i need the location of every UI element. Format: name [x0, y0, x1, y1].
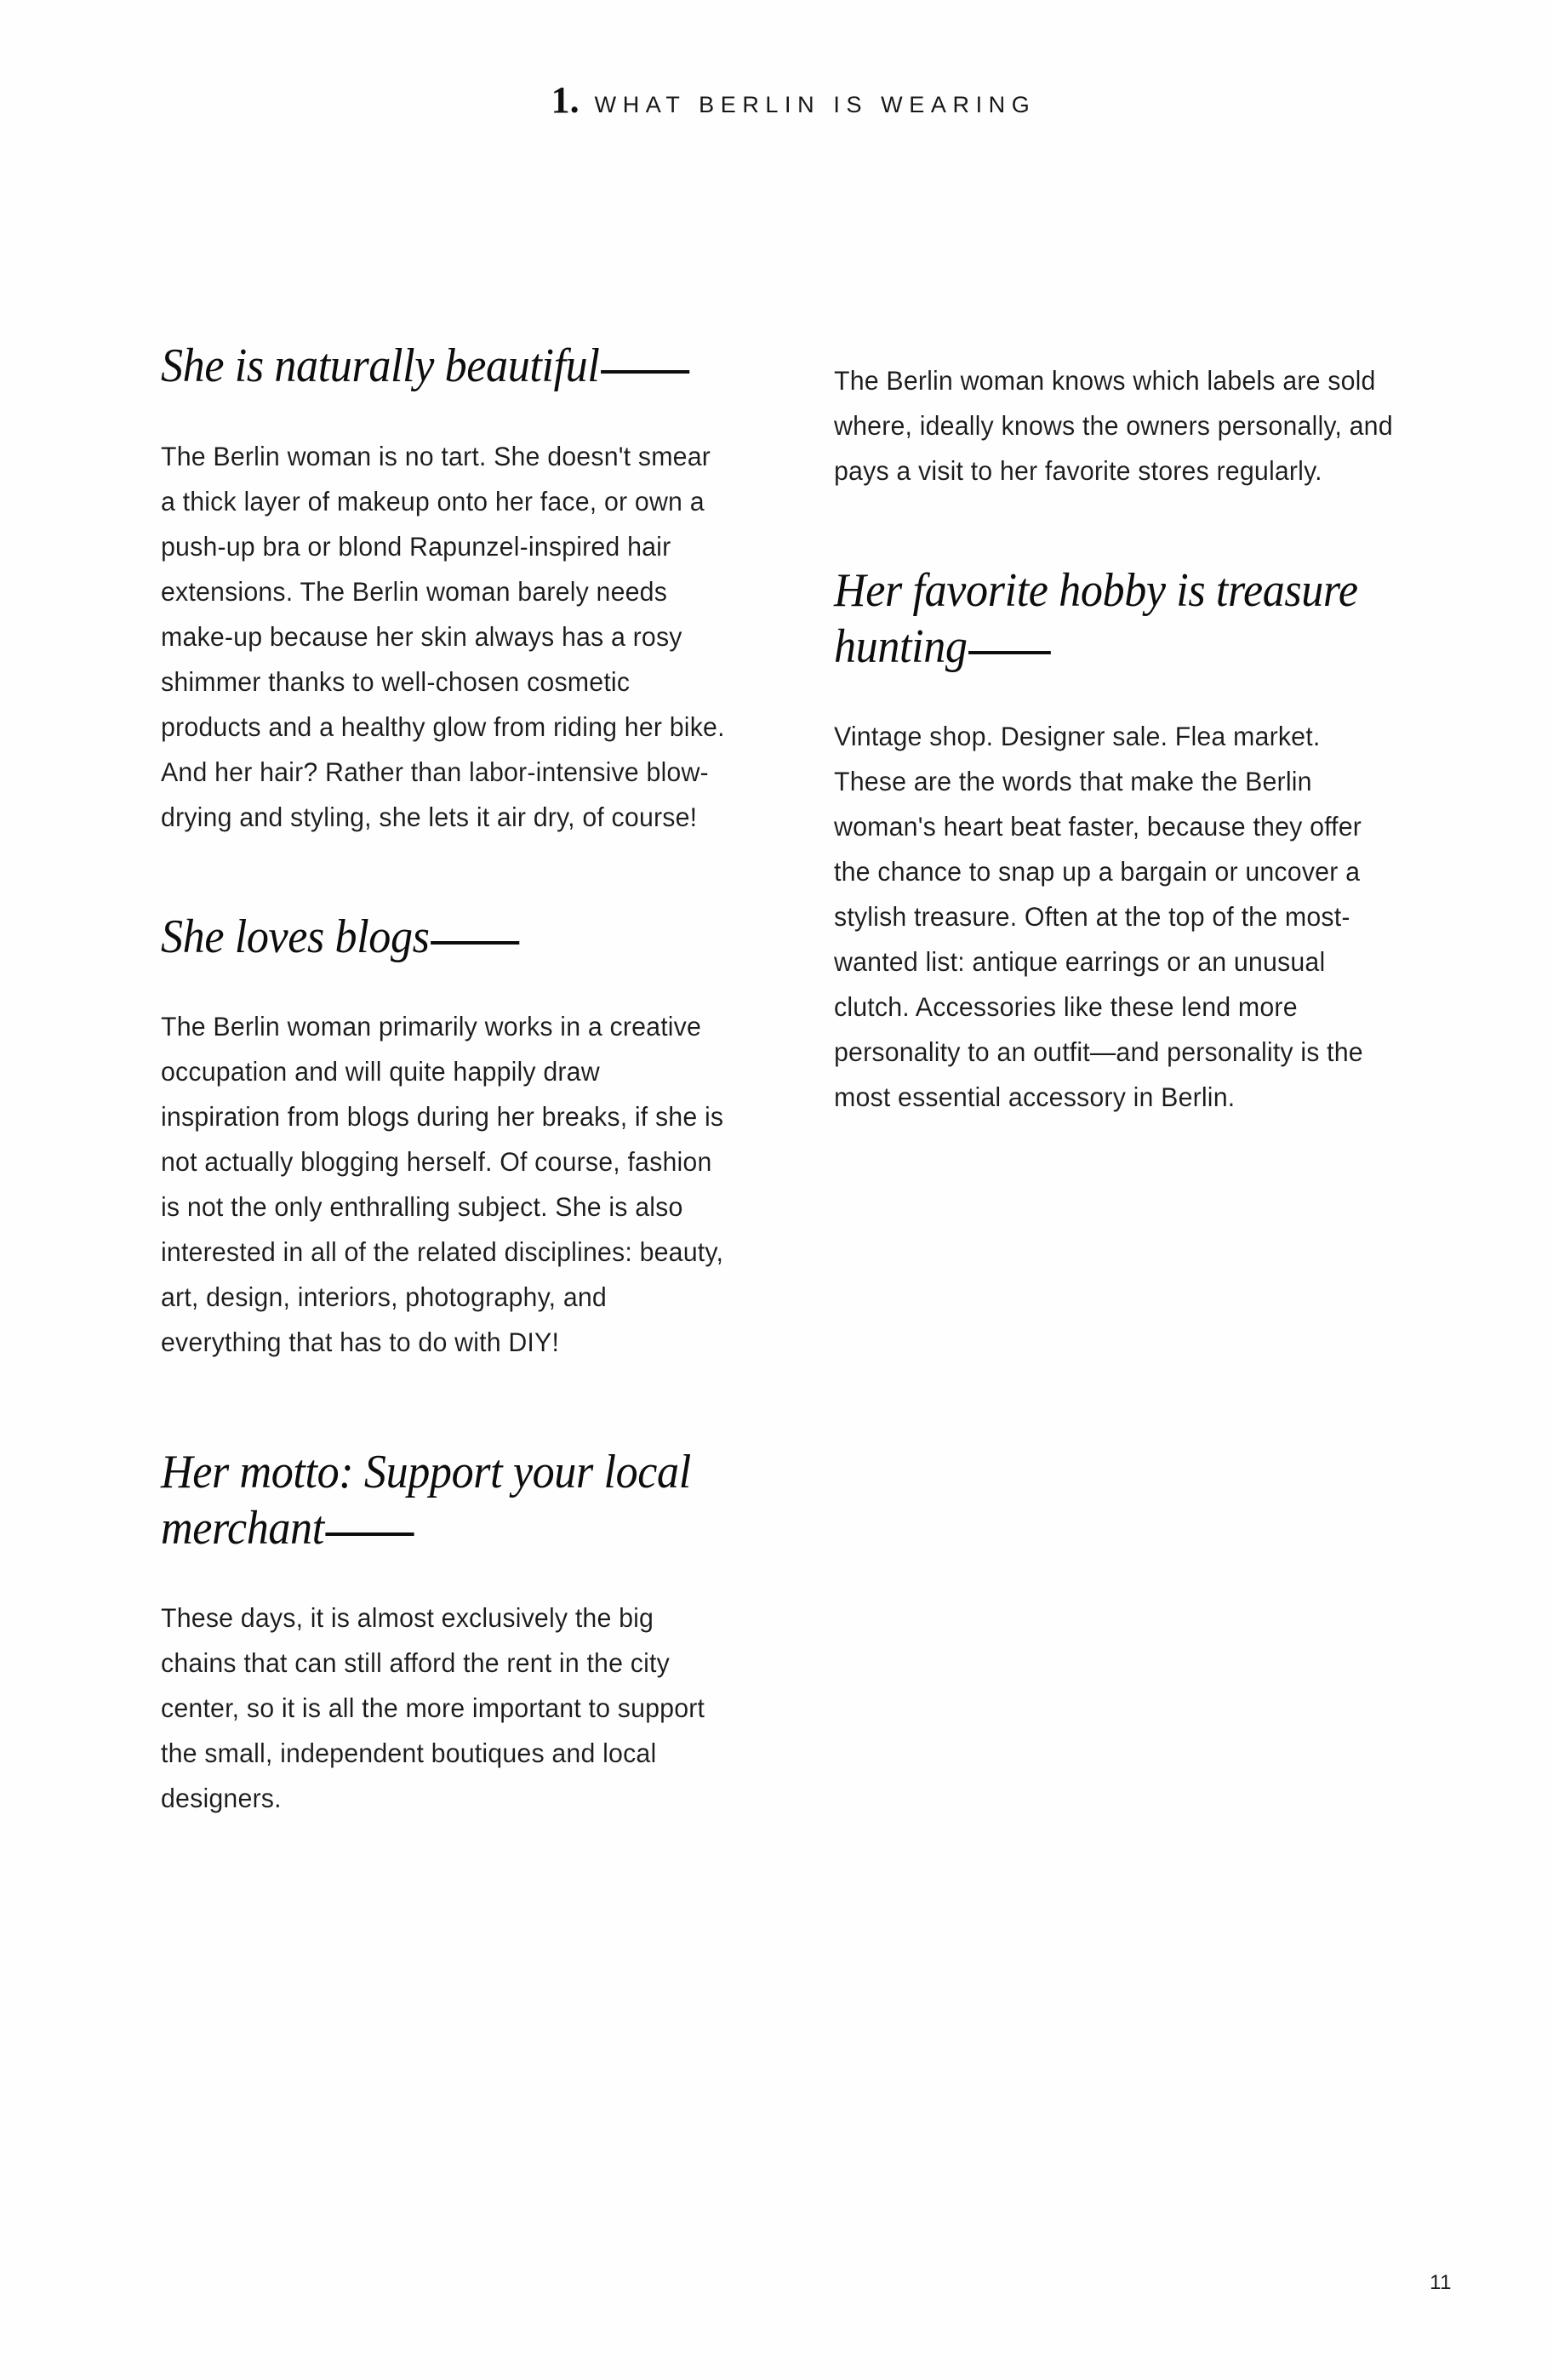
em-dash-rule: [601, 370, 689, 374]
paragraph-labels-and-owners: The Berlin woman knows which labels are sold where, ideally knows the owners personally, and pays a visit to her favorite stores regularly.: [834, 365, 1393, 486]
em-dash-rule: [968, 651, 1051, 654]
running-header: [0, 79, 1553, 121]
em-dash-rule: [326, 1532, 414, 1536]
paragraph-treasure-hunting: Vintage shop. Designer sale. Flea market. These are the words that make the Berlin woman's heart beat faster, because they offer the chance to snap up a bargain or uncover a stylish treasure. Often at the top of the most-wanted list: antique earrings or an unusual clutch. Accessories like these lend more personality to an outfit—and personality is the most essential accessory in Berlin.: [834, 721, 1363, 1113]
section-heading-her-motto: [161, 1445, 705, 1556]
paragraph-natural-beauty: The Berlin woman is no tart. She doesn't smear a thick layer of makeup onto her face, or own a push-up bra or blond Rapunzel-inspired hair extensions. The Berlin woman barely needs make-up because her skin always has a rosy shimmer thanks to well-chosen cosmetic products and a healthy glow from riding her bike. And her hair? Rather than labor-intensive blow-drying and styling, she lets it air dry, of course!: [161, 440, 725, 832]
em-dash-rule: [431, 941, 519, 945]
chapter-number: 1.: [551, 79, 580, 121]
section-heading-she-is-naturally-beautiful: [161, 339, 705, 395]
two-column-layout: [161, 339, 1420, 1821]
right-column: [834, 339, 1419, 1120]
section-heading-treasure-hunting: [834, 563, 1379, 675]
paragraph-local-merchant: These days, it is almost exclusively the big chains that can still afford the rent in the city center, so it is all the more important to support the small, independent boutiques and local designers.: [161, 1602, 705, 1814]
paragraph-blogs: The Berlin woman primarily works in a creative occupation and will quite happily draw inspiration from blogs during her breaks, if she is not actually blogging herself. Of course, fashion is not the only enthralling subject. She is also interested in all of the related disciplines: beauty, art, design, interiors, photography, and everything that has to do with DIY!: [161, 1011, 724, 1358]
section-heading-text: She loves blogs: [161, 910, 430, 963]
section-heading-text: She is naturally beautiful: [161, 340, 600, 392]
running-header-inner: [517, 79, 1036, 121]
page-number: 11: [1430, 2271, 1452, 2294]
left-column: [161, 339, 746, 1821]
section-heading-text: Her motto: Support your local merchant: [161, 1446, 691, 1555]
chapter-title: WHAT BERLIN IS WEARING: [594, 92, 1036, 117]
section-heading-text: Her favorite hobby is treasure hunting: [834, 564, 1358, 673]
section-heading-she-loves-blogs: [161, 910, 705, 966]
